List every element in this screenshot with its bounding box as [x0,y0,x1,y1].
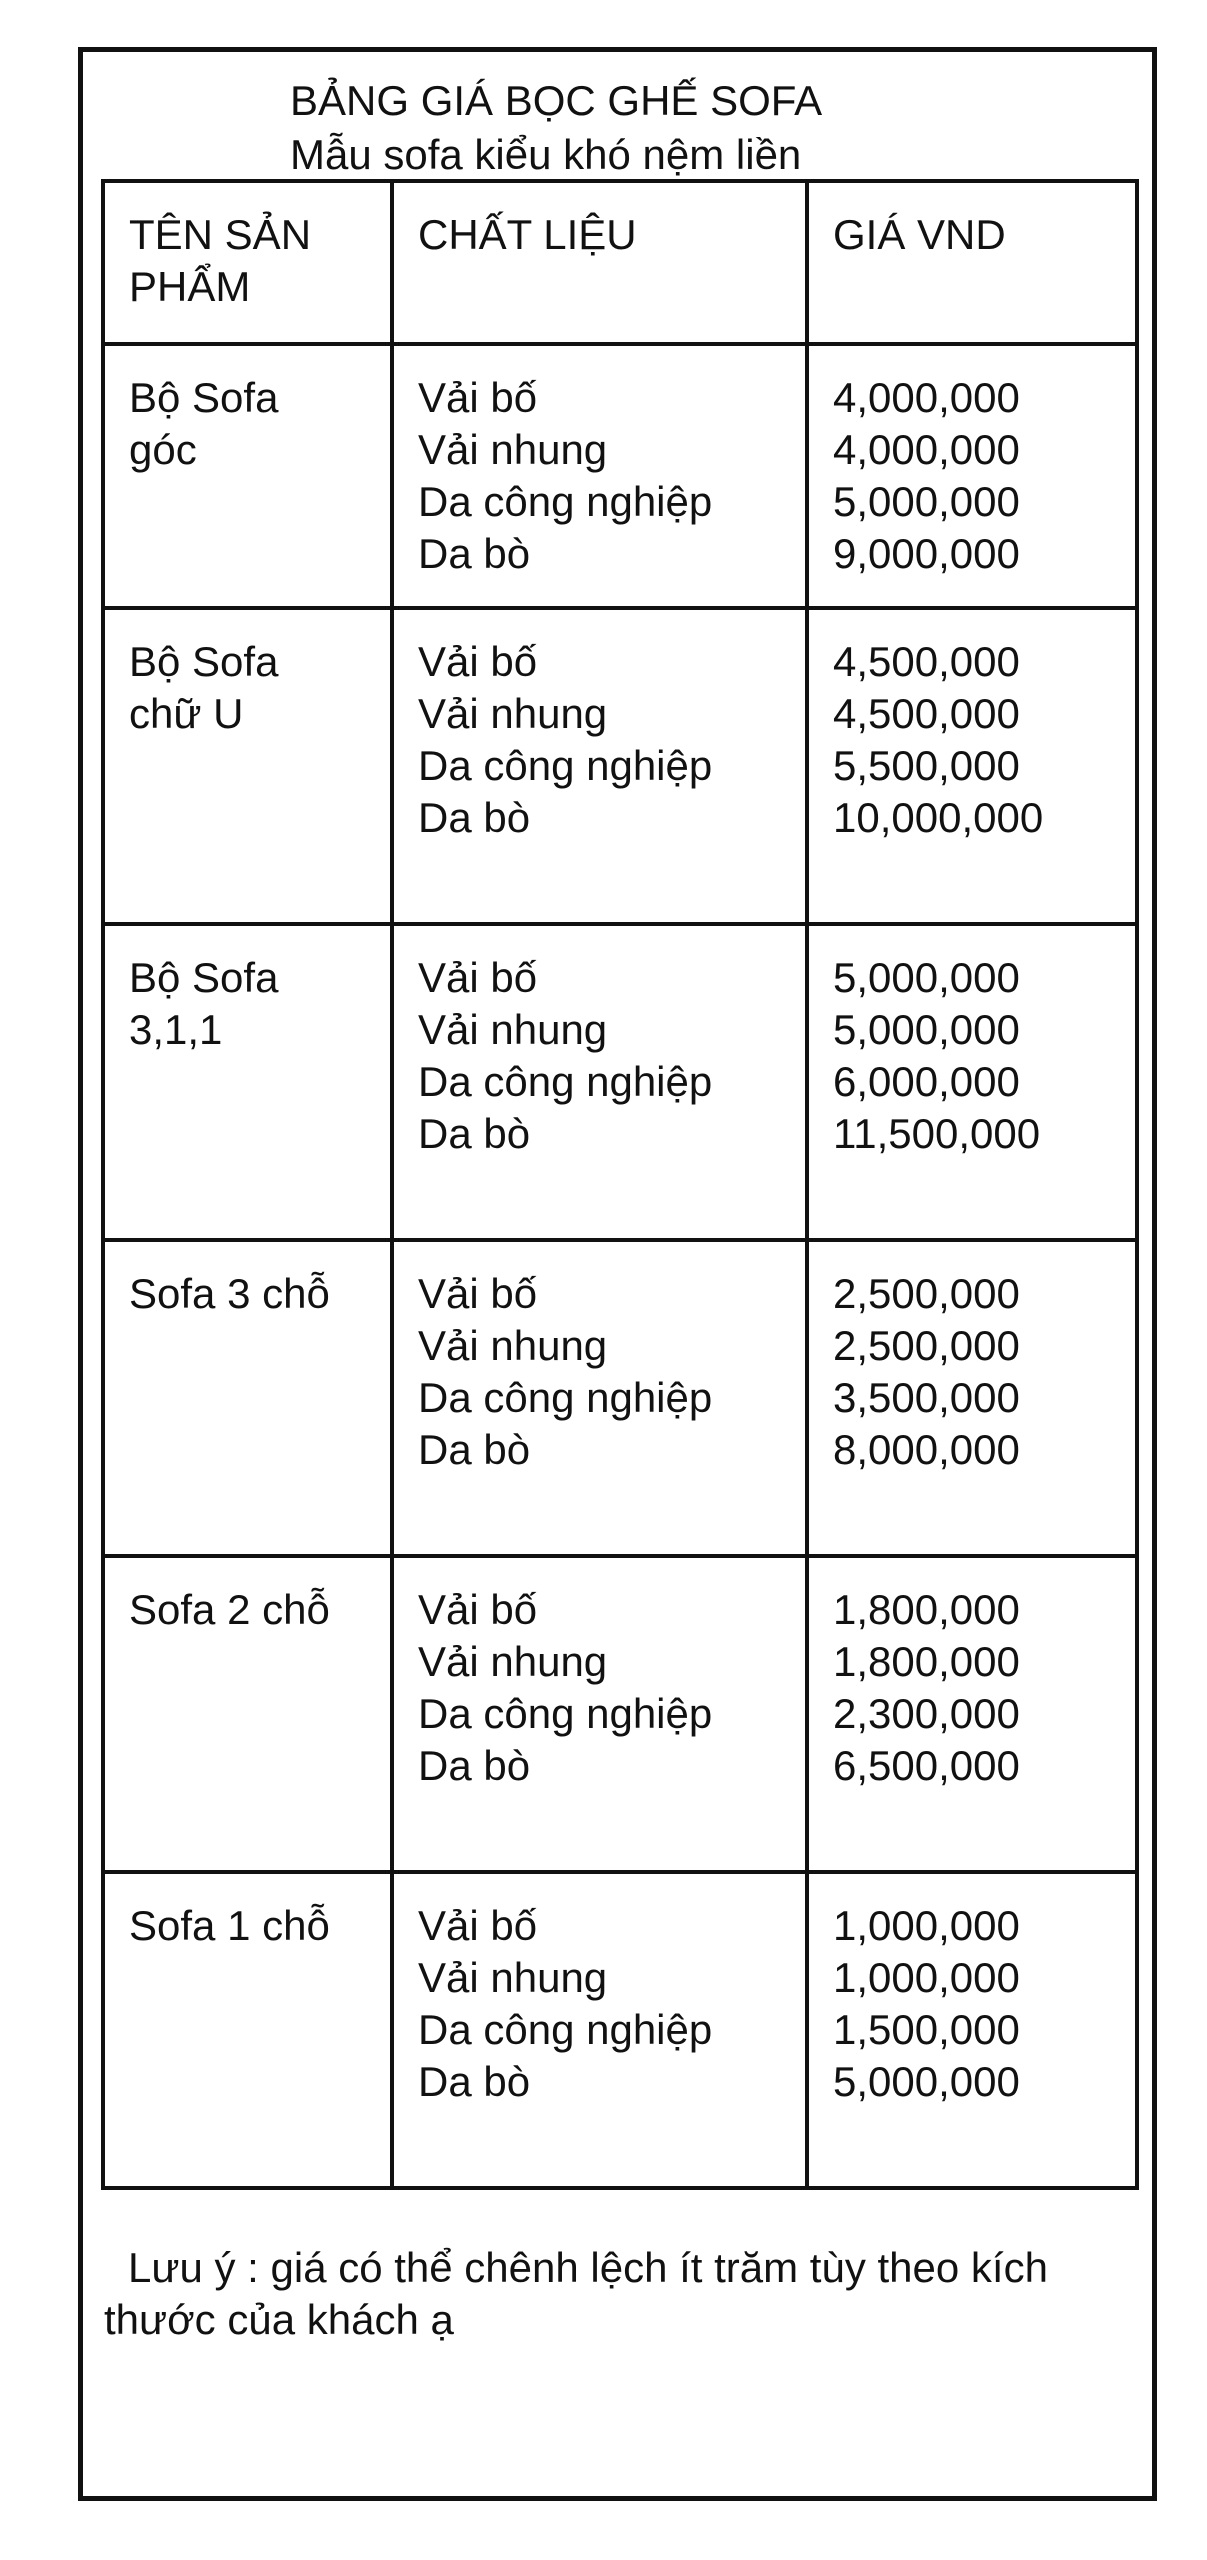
material-cell-line: Da công nghiệp [418,1058,713,1105]
price-cell-line: 5,000,000 [833,954,1020,1001]
product-name-cell [103,924,392,1240]
table-row [103,1556,1137,1872]
product-name-cell-line: 3,1,1 [129,1006,223,1053]
product-name-cell [103,344,392,608]
price-cell-line: 4,000,000 [833,374,1020,421]
price-cell-line: 5,000,000 [833,2058,1020,2105]
price-cell-line: 5,500,000 [833,742,1020,789]
price-cell [807,344,1137,608]
price-cell-line: 1,800,000 [833,1586,1020,1633]
material-cell-line: Vải bố [418,1586,538,1633]
column-header-material: CHẤT LIỆU [392,181,807,344]
table-body [103,344,1137,2188]
price-cell-line: 6,000,000 [833,1058,1020,1105]
material-cell-line: Vải bố [418,1902,538,1949]
material-cell-line: Vải nhung [418,1954,608,2001]
price-cell-line: 4,000,000 [833,426,1020,473]
price-cell-line: 3,500,000 [833,1374,1020,1421]
material-cell-line: Vải bố [418,638,538,685]
product-name-cell [103,1556,392,1872]
price-cell [807,1872,1137,2188]
table-row [103,924,1137,1240]
price-cell [807,608,1137,924]
material-cell-line: Da công nghiệp [418,478,713,525]
price-cell [807,1240,1137,1556]
material-cell [392,1240,807,1556]
price-cell-line: 1,800,000 [833,1638,1020,1685]
price-cell-line: 4,500,000 [833,690,1020,737]
table-row [103,1872,1137,2188]
material-cell-line: Vải nhung [418,1638,608,1685]
material-cell-line: Vải bố [418,1270,538,1317]
price-cell [807,924,1137,1240]
column-header-product: TÊN SẢN PHẨM [103,181,392,344]
price-cell-line: 6,500,000 [833,1742,1020,1789]
column-header-price: GIÁ VND [807,181,1137,344]
price-cell-line: 4,500,000 [833,638,1020,685]
table-row [103,608,1137,924]
material-cell [392,1556,807,1872]
product-name-cell-line: góc [129,426,197,473]
material-cell-line: Da bò [418,1110,531,1157]
price-table [101,179,1139,2190]
material-cell-line: Da bò [418,794,531,841]
price-cell-line: 11,500,000 [833,1110,1041,1157]
price-cell-line: 2,300,000 [833,1690,1020,1737]
table-row [103,344,1137,608]
price-cell-line: 9,000,000 [833,530,1020,577]
material-cell-line: Da công nghiệp [418,2006,713,2053]
price-cell-line: 1,500,000 [833,2006,1020,2053]
material-cell-line: Da bò [418,530,531,577]
material-cell-line: Da bò [418,1426,531,1473]
material-cell-line: Da bò [418,1742,531,1789]
material-cell-line: Vải nhung [418,1006,608,1053]
product-name-cell-line: Bộ Sofa [129,374,279,421]
product-name-cell-line: Sofa 3 chỗ [129,1270,330,1317]
material-cell-line: Da công nghiệp [418,1690,713,1737]
price-cell-line: 2,500,000 [833,1270,1020,1317]
page-title: BẢNG GIÁ BỌC GHẾ SOFA [290,77,823,124]
material-cell-line: Vải nhung [418,426,608,473]
material-cell-line: Da bò [418,2058,531,2105]
material-cell [392,924,807,1240]
material-cell-line: Vải nhung [418,690,608,737]
product-name-cell-line: chữ U [129,690,244,737]
product-name-cell [103,1872,392,2188]
footer-note: Lưu ý : giá có thể chênh lệch ít trăm tùy theo kích thước của khách ạ [104,2244,1048,2343]
material-cell-line: Vải nhung [418,1322,608,1369]
price-cell-line: 10,000,000 [833,794,1044,841]
material-cell-line: Vải bố [418,374,538,421]
material-cell-line: Da công nghiệp [418,742,713,789]
price-cell-line: 2,500,000 [833,1322,1020,1369]
price-cell-line: 1,000,000 [833,1902,1020,1949]
material-cell-line: Da công nghiệp [418,1374,713,1421]
price-cell-line: 5,000,000 [833,1006,1020,1053]
table-row [103,1240,1137,1556]
page-subtitle: Mẫu sofa kiểu khó nệm liền [290,131,802,178]
price-cell-line: 5,000,000 [833,478,1020,525]
product-name-cell-line: Bộ Sofa [129,954,279,1001]
material-cell [392,1872,807,2188]
material-cell-line: Vải bố [418,954,538,1001]
price-cell-line: 8,000,000 [833,1426,1020,1473]
material-cell [392,608,807,924]
product-name-cell-line: Bộ Sofa [129,638,279,685]
product-name-cell-line: Sofa 2 chỗ [129,1586,330,1633]
price-cell-line: 1,000,000 [833,1954,1020,2001]
table-header-row [103,181,1137,344]
product-name-cell-line: Sofa 1 chỗ [129,1902,330,1949]
product-name-cell [103,608,392,924]
price-cell [807,1556,1137,1872]
material-cell [392,344,807,608]
product-name-cell [103,1240,392,1556]
